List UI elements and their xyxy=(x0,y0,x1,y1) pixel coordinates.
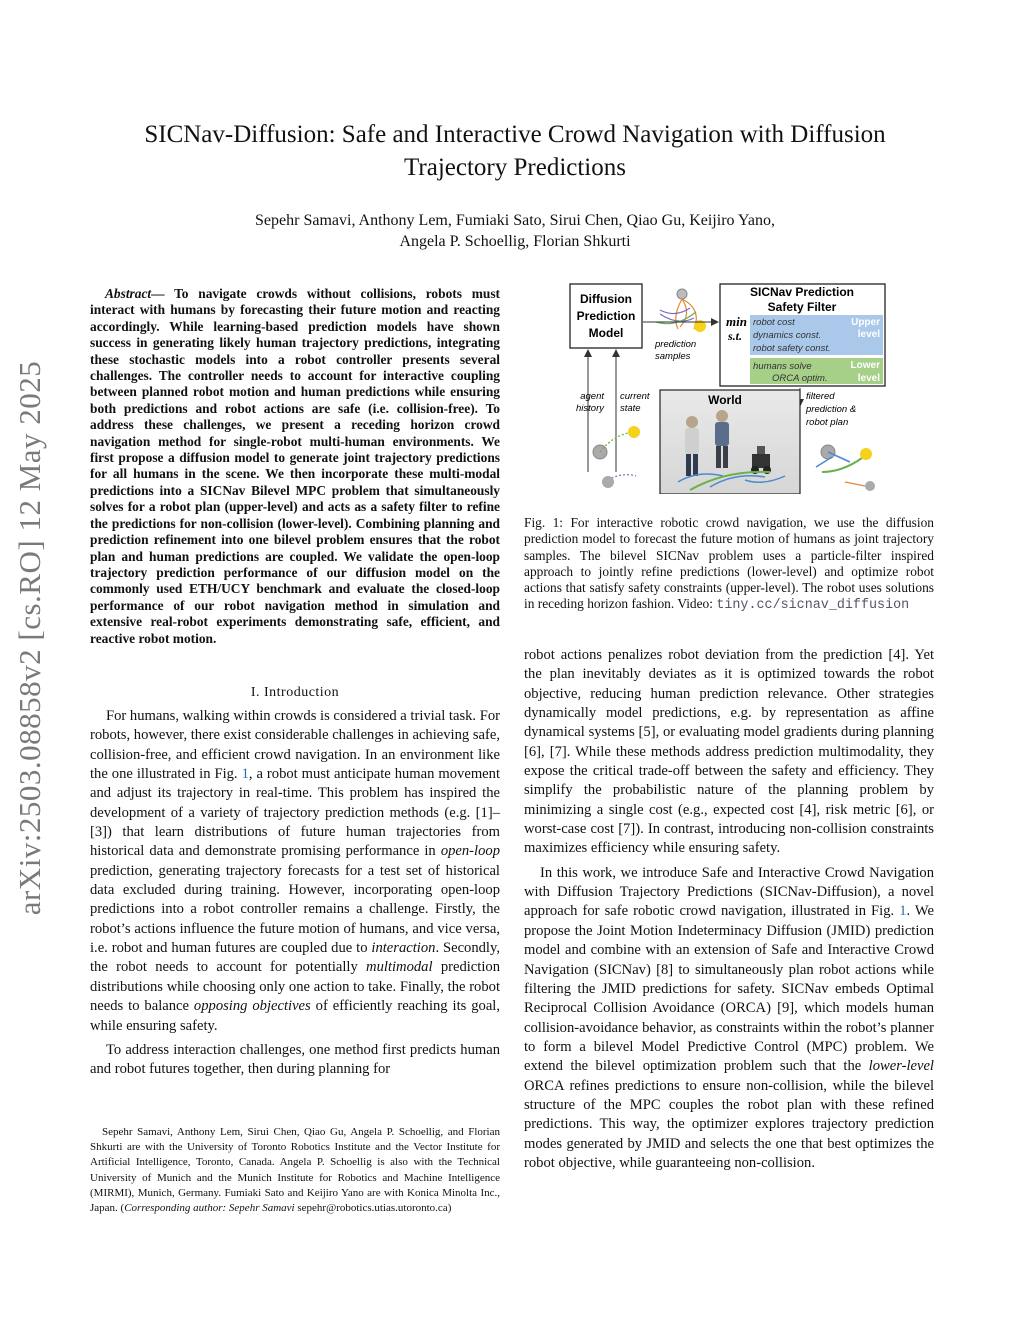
footnote-corresponding: Corresponding author: Sepehr Samavi xyxy=(124,1202,295,1215)
text-run: of efficiently reaching its goal, while ensuring safety. xyxy=(90,998,500,1034)
paper-title: SICNav-Diffusion: Safe and Interactive Crowd Navigation with Diffusion Trajectory Predictions xyxy=(144,121,886,181)
abstract xyxy=(90,286,500,647)
diffusion-label-1: Diffusion xyxy=(580,292,632,306)
upper-level-label-2: level xyxy=(857,329,880,340)
min-label: min xyxy=(726,314,747,329)
intro-paragraph-2: To address interaction challenges, one method first predicts human and robot futures together, then during planning for xyxy=(90,1041,500,1078)
authors-line-2: Angela P. Schoellig, Florian Shkurti xyxy=(399,233,631,250)
text-run: ORCA refines predictions to ensure non-collision, while the bilevel structure of the MPC couples the robot plan with these refined predictions. This way, the optimizer explores trajectory prediction modes generated by JMID and selects the one that best optimizes the robot objective, while guaranteeing non-collision. xyxy=(524,1077,934,1171)
emphasis: interaction xyxy=(371,940,436,957)
sicnav-title-1: SICNav Prediction xyxy=(749,285,855,299)
agent-history-label-1: agent xyxy=(580,391,604,402)
figure-1-caption xyxy=(524,515,934,615)
lower-level-label-2: level xyxy=(857,373,880,384)
text-run: , a robot must anticipate human movement and adjust its trajectory in real-time. This problem has inspired the development of a variety of trajectory prediction methods (e.g. [1]–[3]) that learn distributions of future human trajectories from historical data and demonstrate promising performance in xyxy=(90,766,500,860)
dynamics-const-label: dynamics const. xyxy=(753,330,822,341)
humans-solve-label: humans solve xyxy=(753,361,812,372)
filtered-label-1: filtered xyxy=(806,391,835,402)
author-list xyxy=(150,210,880,252)
abstract-label: Abstract xyxy=(105,286,152,301)
figure-ref-link[interactable]: 1 xyxy=(241,766,249,783)
safety-const-label: robot safety const. xyxy=(753,343,831,354)
sicnav-title-2: Safety Filter xyxy=(767,300,837,314)
st-label: s.t. xyxy=(728,329,743,343)
emphasis: multimodal xyxy=(366,959,433,976)
figure-1-diagram xyxy=(560,282,890,494)
text-run: prediction, generating trajectory forecasts for a test set of historical data excluded during training. However, incorporating open-loop predictions into a robot controller remains a challenge. Firstly, the robot’s actions influence the future motion of humans, and vice versa, i.e. robot and human futures are coupled due to xyxy=(90,862,500,957)
emphasis: opposing objectives xyxy=(193,998,311,1015)
filtered-label-3: robot plan xyxy=(806,417,849,428)
robot-cost-label: robot cost xyxy=(753,317,795,328)
text-run: . Secondly, the robot needs to account for potentially xyxy=(90,940,500,976)
diffusion-label-3: Model xyxy=(588,326,624,340)
arxiv-watermark: arXiv:2503.08858v2 [cs.RO] 12 May 2025 xyxy=(12,360,47,916)
section-heading-introduction: I. Introduction xyxy=(250,685,340,700)
prediction-samples-sketch xyxy=(656,289,706,332)
figure-ref-link[interactable]: 1 xyxy=(899,903,907,920)
authors-line-1: Sepehr Samavi, Anthony Lem, Fumiaki Sato, Sirui Chen, Qiao Gu, Keijiro Yano, xyxy=(255,212,775,229)
footnote-email: sepehr@robotics.utias.utoronto.ca) xyxy=(294,1202,452,1215)
text-run: In this work, we introduce Safe and Interactive Crowd Navigation with Diffusion Trajectory Predictions (SICNav-Diffusion), a novel approach for safe robotic crowd navigation, illustrated in Fig. xyxy=(524,864,934,920)
upper-level-label-1: Upper xyxy=(851,317,880,328)
emphasis: lower-level xyxy=(868,1058,934,1075)
intro-paragraph-1 xyxy=(90,707,500,1036)
footnote-text: Sepehr Samavi, Anthony Lem, Sirui Chen, Qiao Gu, Angela P. Schoellig, and Florian Shkurti are with the University of Toronto Robotics Institute and the Vector Institute for Artificial Intelligence, Toronto, Canada. Angela P. Schoellig is also with the Technical University of Munich and the Munich Institute for Robotics and Machine Intelligence (MIRMI), Munich, Germany. Fumiaki Sato and Keijiro Yano are with Konica Minolta Inc., Japan. ( xyxy=(90,1126,500,1215)
world-label: World xyxy=(708,393,742,407)
introduction-body xyxy=(90,707,500,1085)
filtered-prediction-sketch xyxy=(816,445,875,491)
right-paragraph-1: robot actions penalizes robot deviation from the prediction [4]. Yet the plan inevitably deviates as it is optimized towards the robot objective, reducing human prediction relevance. Other strategies dynamically model predictions, e.g. by representation as affine dynamical systems [5], or evaluating model gradients during planning [6], [7]. While these methods address prediction multimodality, they expose the critical trade-off between the safety and efficiency. They simplify the probabilistic nature of the planning problem by minimizing a single cost (e.g., expected cost [4], risk metric [6], or worst-case cost [7]). In contrast, introducing non-collision constraints maximizes efficiency while ensuring safety. xyxy=(524,647,934,857)
diffusion-label-2: Prediction xyxy=(576,309,636,323)
prediction-samples-label-1: prediction xyxy=(655,339,697,350)
agent-history-label-2: history xyxy=(576,403,604,414)
current-state-label-1: current xyxy=(620,391,650,402)
right-paragraph-2 xyxy=(524,864,934,1174)
abstract-text: — To navigate crowds without collisions, robots must interact with humans by forecasting their future motion and reacting accordingly. While learning-based prediction models have shown success in generating likely human trajectory predictions, integrating these stochastic models into a robot controller presents several challenges. The controller needs to account for interactive coupling between planned robot motion and human predictions while ensuring both predictions and robot actions are safe (i.e. collision-free). To address these challenges, we present a receding horizon crowd navigation method for single-robot multi-human environments. We first propose a diffusion model to generate joint trajectory predictions for all humans in the scene. We then incorporate these multi-modal predictions into a SICNav Bilevel MPC problem that simultaneously solves for a robot plan (upper-level) and acts as a safety filter to refine the predictions for non-collision (lower-level). Combining planning and prediction refinement into one bilevel problem ensures that the robot plan and human predictions are coupled. We validate the open-loop trajectory prediction performance of our diffusion model on the commonly used ETH/UCY benchmark and evaluate the closed-loop performance of our robot navigation method in simulation and extensive real-robot experiments demonstrating safe, efficient, and reactive robot motion. xyxy=(90,286,500,646)
caption-label: Fig. 1: xyxy=(524,515,564,530)
text-run: prediction distributions while choosing only one action to take. Finally, the robot needs to balance xyxy=(90,959,500,1015)
text-run: For humans, walking within crowds is considered a trivial task. For robots, however, there exist considerable challenges in achieving safe, collision-free, and efficient crowd navigation. In an environment like the one illustrated in Fig. xyxy=(90,708,500,783)
prediction-samples-label-2: samples xyxy=(655,351,691,362)
current-state-label-2: state xyxy=(620,403,641,414)
lower-level-label-1: Lower xyxy=(850,360,880,371)
text-run: . We propose the Joint Motion Indeterminacy Diffusion (JMID) prediction model and combine with an extension of Safe and Interactive Crowd Navigation (SICNav) [8] to simultaneously plan robot actions while filtering the JMID predictions for safety. SICNav embeds Optimal Reciprocal Collision Avoidance (ORCA) [9], which models human collision-avoidance behavior, as constraints within the robot’s planner to form a bilevel Model Predictive Control (MPC) problem. We extend the bilevel optimization problem such that the xyxy=(524,903,934,1075)
video-link[interactable]: tiny.cc/sicnav_diffusion xyxy=(716,598,910,614)
emphasis: open-loop xyxy=(440,843,500,860)
filtered-label-2: prediction & xyxy=(806,404,857,415)
caption-text: For interactive robotic crowd navigation, we use the diffusion prediction model to forecast the future motion of humans as joint trajectory samples. The bilevel SICNav problem uses a particle-filter inspired approach to jointly refine predictions (lower-level) and optimize robot actions that satisfy safety constraints (upper-level). The robot uses solutions in receding horizon fashion. Video: xyxy=(524,515,934,612)
right-column-body xyxy=(524,646,934,1178)
orca-optim-label: ORCA optim. xyxy=(772,373,828,384)
author-footnote xyxy=(90,1125,500,1216)
